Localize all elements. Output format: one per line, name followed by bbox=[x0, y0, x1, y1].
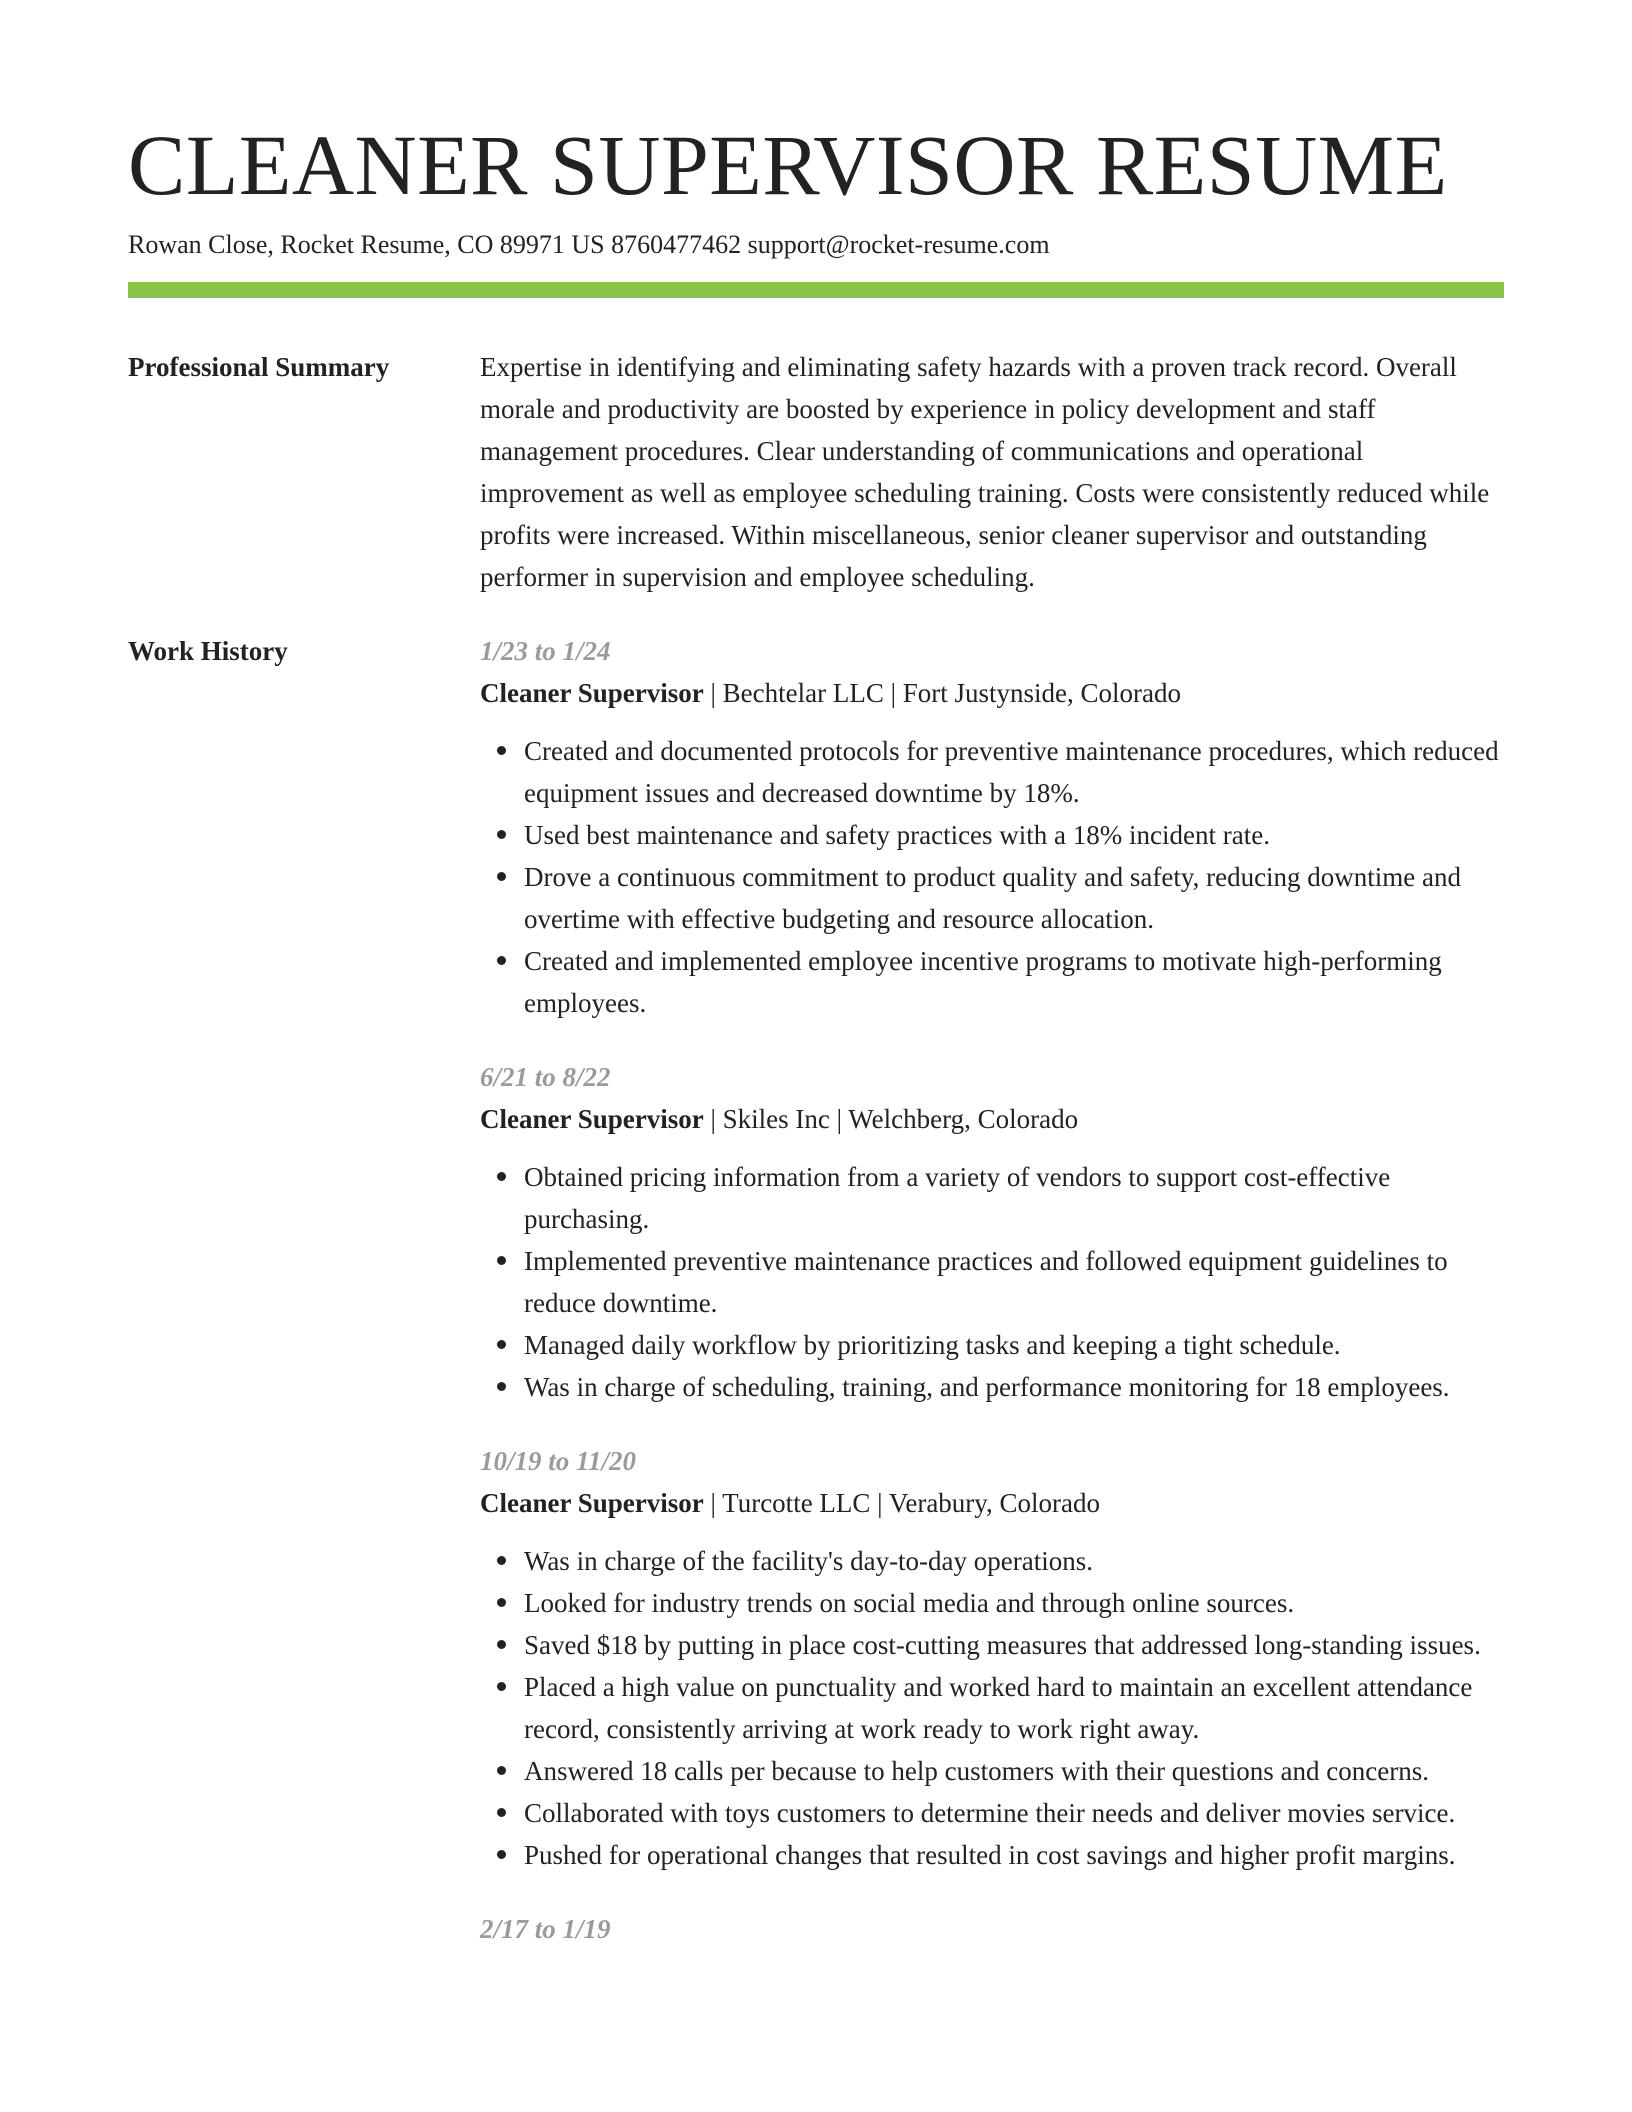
bullet-dot-icon bbox=[497, 1382, 506, 1391]
job-heading bbox=[480, 1482, 1504, 1524]
work-history-list bbox=[480, 630, 1504, 1982]
job-bullet-text: Was in charge of scheduling, training, and performance monitoring for 18 employees. bbox=[524, 1371, 1450, 1402]
job-dates: 10/19 to 11/20 bbox=[480, 1445, 637, 1476]
job-entry bbox=[480, 1908, 1504, 1950]
bullet-dot-icon bbox=[497, 956, 506, 965]
job-bullet-text: Obtained pricing information from a variety of vendors to support cost-effective purchasing. bbox=[524, 1161, 1391, 1234]
job-bullet bbox=[524, 814, 1504, 856]
summary-body bbox=[480, 346, 1504, 598]
job-bullet bbox=[524, 856, 1504, 940]
job-bullet-text: Created and documented protocols for preventive maintenance procedures, which reduced equipment issues and decreased downtime by 18%. bbox=[524, 735, 1499, 808]
bullet-dot-icon bbox=[497, 1598, 506, 1607]
job-dates: 2/17 to 1/19 bbox=[480, 1913, 611, 1944]
bullet-dot-icon bbox=[497, 1808, 506, 1817]
job-bullet-list bbox=[480, 1156, 1504, 1408]
job-bullet-text: Looked for industry trends on social media and through online sources. bbox=[524, 1587, 1295, 1618]
job-bullet-text: Saved $18 by putting in place cost-cutting measures that addressed long-standing issues. bbox=[524, 1629, 1481, 1660]
bullet-dot-icon bbox=[497, 1256, 506, 1265]
bullet-dot-icon bbox=[497, 1682, 506, 1691]
job-title: Cleaner Supervisor bbox=[480, 1487, 704, 1518]
job-dates: 1/23 to 1/24 bbox=[480, 635, 611, 666]
bullet-dot-icon bbox=[497, 1340, 506, 1349]
job-bullet bbox=[524, 1540, 1504, 1582]
job-heading bbox=[480, 672, 1504, 714]
job-bullet-text: Created and implemented employee incentive programs to motivate high-performing employees. bbox=[524, 945, 1442, 1018]
professional-summary-section bbox=[128, 346, 1504, 598]
job-bullet bbox=[524, 1240, 1504, 1324]
section-label-summary: Professional Summary bbox=[128, 351, 390, 382]
bullet-dot-icon bbox=[497, 1556, 506, 1565]
job-bullet bbox=[524, 1666, 1504, 1750]
job-employer-location: | Skiles Inc | Welchberg, Colorado bbox=[703, 1103, 1079, 1134]
job-dates: 6/21 to 8/22 bbox=[480, 1061, 611, 1092]
resume-page bbox=[128, 0, 1504, 1982]
bullet-dot-icon bbox=[497, 830, 506, 839]
job-entry bbox=[480, 1056, 1504, 1408]
job-entry bbox=[480, 630, 1504, 1024]
job-bullet-text: Used best maintenance and safety practices with a 18% incident rate. bbox=[524, 819, 1270, 850]
job-heading bbox=[480, 1098, 1504, 1140]
job-bullet bbox=[524, 1834, 1504, 1876]
bullet-dot-icon bbox=[497, 1850, 506, 1859]
job-bullet bbox=[524, 940, 1504, 1024]
job-bullet-text: Answered 18 calls per because to help customers with their questions and concerns. bbox=[524, 1755, 1429, 1786]
job-bullet-text: Collaborated with toys customers to determine their needs and deliver movies service. bbox=[524, 1797, 1456, 1828]
contact-info: Rowan Close, Rocket Resume, CO 89971 US 8760477462 support@rocket-resume.com bbox=[128, 229, 1050, 259]
work-history-section bbox=[128, 630, 1504, 1982]
header-divider bbox=[128, 282, 1504, 298]
job-bullet-text: Placed a high value on punctuality and worked hard to maintain an excellent attendance record, consistently arriving at work ready to work right away. bbox=[524, 1671, 1473, 1744]
job-bullet bbox=[524, 1624, 1504, 1666]
summary-text: Expertise in identifying and eliminating safety hazards with a proven track record. Overall morale and productivity are boosted by experience in policy development and staff management procedures. Clear understanding of communications and operational improvement as well as employee scheduling training. Costs were consistently reduced while profits were increased. Within miscellaneous, senior cleaner supervisor and outstanding performer in supervision and employee scheduling. bbox=[480, 351, 1490, 592]
bullet-dot-icon bbox=[497, 1172, 506, 1181]
job-entry bbox=[480, 1440, 1504, 1876]
job-bullet-text: Managed daily workflow by prioritizing tasks and keeping a tight schedule. bbox=[524, 1329, 1341, 1360]
section-label-work-history: Work History bbox=[128, 635, 288, 666]
job-bullet-list bbox=[480, 730, 1504, 1024]
job-employer-location: | Turcotte LLC | Verabury, Colorado bbox=[703, 1487, 1101, 1518]
job-bullet-text: Drove a continuous commitment to product quality and safety, reducing downtime and overtime with effective budgeting and resource allocation. bbox=[524, 861, 1462, 934]
job-employer-location: | Bechtelar LLC | Fort Justynside, Colorado bbox=[703, 677, 1181, 708]
bullet-dot-icon bbox=[497, 1640, 506, 1649]
job-bullet bbox=[524, 1750, 1504, 1792]
job-bullet bbox=[524, 1324, 1504, 1366]
job-title: Cleaner Supervisor bbox=[480, 1103, 704, 1134]
job-bullet-text: Pushed for operational changes that resulted in cost savings and higher profit margins. bbox=[524, 1839, 1456, 1870]
job-bullet bbox=[524, 730, 1504, 814]
job-bullet-text: Implemented preventive maintenance practices and followed equipment guidelines to reduce downtime. bbox=[524, 1245, 1448, 1318]
resume-title: CLEANER SUPERVISOR RESUME bbox=[128, 117, 1448, 213]
bullet-dot-icon bbox=[497, 1766, 506, 1775]
job-bullet-list bbox=[480, 1540, 1504, 1876]
job-bullet bbox=[524, 1792, 1504, 1834]
job-bullet-text: Was in charge of the facility's day-to-day operations. bbox=[524, 1545, 1094, 1576]
job-title: Cleaner Supervisor bbox=[480, 677, 704, 708]
job-bullet bbox=[524, 1582, 1504, 1624]
bullet-dot-icon bbox=[497, 872, 506, 881]
job-bullet bbox=[524, 1366, 1504, 1408]
job-bullet bbox=[524, 1156, 1504, 1240]
bullet-dot-icon bbox=[497, 746, 506, 755]
